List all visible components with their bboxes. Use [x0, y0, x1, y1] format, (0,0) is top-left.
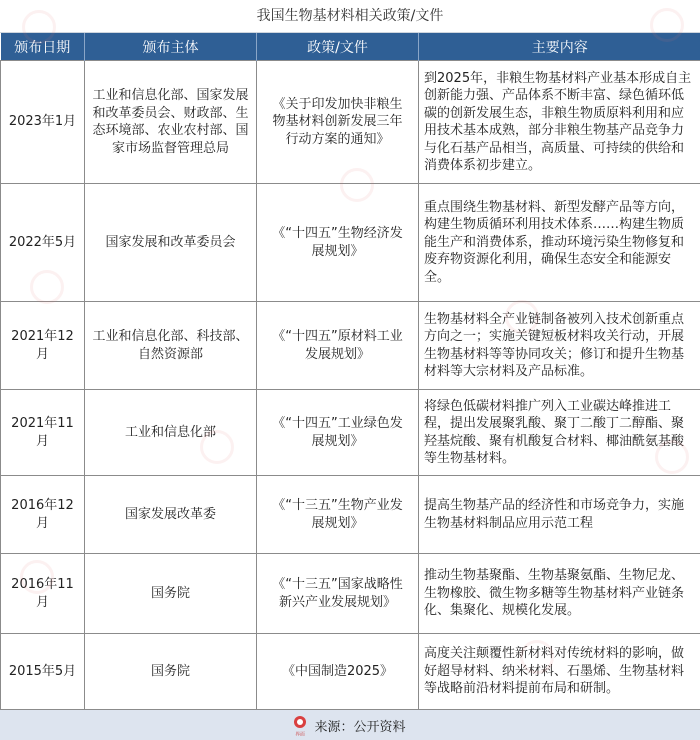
table-row: [1, 184, 700, 302]
cell-policy: 《中国制造2025》: [257, 634, 419, 710]
cell-content: 高度关注颠覆性新材料对传统材料的影响，做好超导材料、纳米材料、石墨烯、生物基材料等战略前沿材料提前布局和研制。: [419, 634, 700, 710]
table-row: [1, 554, 700, 634]
cell-issuer: 工业和信息化部、国家发展和改革委员会、财政部、生态环境部、农业农村部、国家市场监督管理总局: [85, 61, 257, 184]
cell-date: 2022年5月: [1, 184, 85, 302]
cell-date: 2023年1月: [1, 61, 85, 184]
cell-policy: 《“十四五”工业绿色发展规划》: [257, 390, 419, 476]
source-text: 来源：公开资料: [314, 719, 406, 735]
header-date: 颁布日期: [1, 33, 85, 61]
cell-date: 2016年11月: [1, 554, 85, 634]
cell-content: 推动生物基聚酯、生物基聚氨酯、生物尼龙、生物橡胶、微生物多糖等生物基材料产业链条化、集聚化、规模化发展。: [419, 554, 700, 634]
cell-date: 2021年12月: [1, 302, 85, 390]
cell-content: 到2025年，非粮生物基材料产业基本形成自主创新能力强、产品体系不断丰富、绿色循环低碳的创新发展生态，非粮生物质原料利用和应用技术基本成熟，部分非粮生物基产品竞争力与化石基产品相当，高质量、可持续的供给和消费体系初步建立。: [419, 61, 700, 184]
source-footer: [0, 710, 700, 740]
table-row: [1, 476, 700, 554]
cell-issuer: 国务院: [85, 634, 257, 710]
table-title: 我国生物基材料相关政策/文件: [0, 0, 700, 33]
header-row: [1, 33, 700, 61]
header-policy: 政策/文件: [257, 33, 419, 61]
jiemian-logo-icon: [294, 716, 306, 738]
cell-policy: 《关于印发加快非粮生物基材料创新发展三年行动方案的通知》: [257, 61, 419, 184]
cell-issuer: 国务院: [85, 554, 257, 634]
cell-content: 提高生物基产品的经济性和市场竞争力，实施生物基材料制品应用示范工程: [419, 476, 700, 554]
table-row: [1, 302, 700, 390]
header-issuer: 颁布主体: [85, 33, 257, 61]
cell-date: 2021年11月: [1, 390, 85, 476]
cell-policy: 《“十三五”国家战略性新兴产业发展规划》: [257, 554, 419, 634]
table-row: [1, 61, 700, 184]
header-content: 主要内容: [419, 33, 700, 61]
logo-label: 界面: [295, 731, 306, 738]
cell-date: 2015年5月: [1, 634, 85, 710]
cell-issuer: 国家发展改革委: [85, 476, 257, 554]
cell-policy: 《“十四五”原材料工业发展规划》: [257, 302, 419, 390]
table-row: [1, 634, 700, 710]
cell-date: 2016年12月: [1, 476, 85, 554]
cell-policy: 《“十三五”生物产业发展规划》: [257, 476, 419, 554]
cell-content: 将绿色低碳材料推广列入工业碳达峰推进工程，提出发展聚乳酸、聚丁二酸丁二醇酯、聚羟基烷酸、聚有机酸复合材料、椰油酰氨基酸等生物基材料。: [419, 390, 700, 476]
table-row: [1, 390, 700, 476]
cell-policy: 《“十四五”生物经济发展规划》: [257, 184, 419, 302]
cell-issuer: 国家发展和改革委员会: [85, 184, 257, 302]
policy-table: [0, 33, 700, 710]
cell-issuer: 工业和信息化部: [85, 390, 257, 476]
cell-content: 生物基材料全产业链制备被列入技术创新重点方向之一；实施关键短板材料攻关行动，开展生物基材料等等协同攻关；修订和提升生物基材料等大宗材料及产品标准。: [419, 302, 700, 390]
cell-content: 重点围绕生物基材料、新型发酵产品等方向，构建生物质循环利用技术体系……构建生物质能生产和消费体系，推动环境污染生物修复和废弃物资源化利用，确保生态安全和能源安全。: [419, 184, 700, 302]
cell-issuer: 工业和信息化部、科技部、自然资源部: [85, 302, 257, 390]
